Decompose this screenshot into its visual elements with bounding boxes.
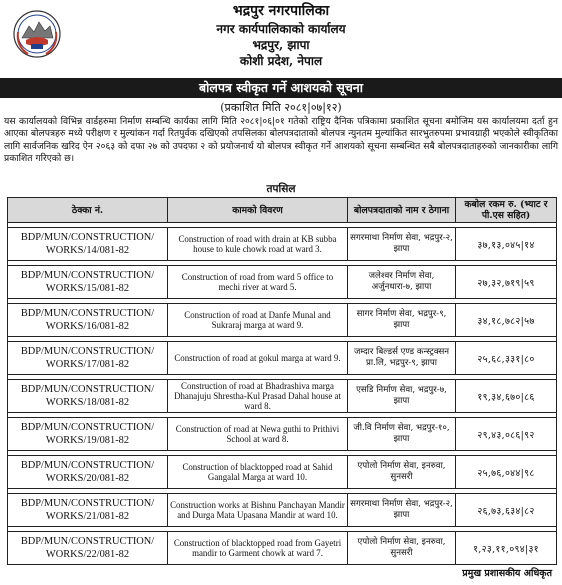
bid-table bbox=[7, 197, 557, 565]
amount-cell: १,२३,११,०९४|३१ bbox=[456, 532, 557, 565]
tapsil-label: तपसिल bbox=[266, 183, 296, 195]
contract-no-cell: BDP/MUN/CONSTRUCTION/ WORKS/16/081-82 bbox=[8, 304, 168, 337]
table-row bbox=[8, 266, 557, 299]
bidder-cell: जी.वि निर्माण सेवा, भद्रपुर-१०, झापा bbox=[348, 418, 456, 451]
table-row bbox=[8, 304, 557, 337]
header-description: कामको विवरण bbox=[168, 198, 348, 223]
office-province: कोशी प्रदेश, नेपाल bbox=[239, 54, 323, 68]
amount-cell: २५,६८,३३१|८० bbox=[456, 342, 557, 375]
publish-date: (प्रकाशित मिति २०८१|०७|१२) bbox=[220, 101, 342, 114]
notice-title-banner: बोलपत्र स्वीकृत गर्ने आशयको सूचना bbox=[0, 78, 562, 98]
table-row bbox=[8, 532, 557, 565]
bidder-cell: एसडि निर्माण सेवा, भद्रपुर-७, झापा bbox=[348, 380, 456, 413]
contract-no-cell: BDP/MUN/CONSTRUCTION/ WORKS/19/081-82 bbox=[8, 418, 168, 451]
bidder-cell: सगरमाथा निर्माण सेवा, भद्रपुर-२, झापा bbox=[348, 494, 456, 527]
table-row bbox=[8, 342, 557, 375]
description-cell: Construction of road at Danfe Munal and Sukraraj marga at ward 9. bbox=[168, 304, 348, 337]
contract-no-cell: BDP/MUN/CONSTRUCTION/ WORKS/22/081-82 bbox=[8, 532, 168, 565]
contract-no-cell: BDP/MUN/CONSTRUCTION/ WORKS/18/081-82 bbox=[8, 380, 168, 413]
signature-title: प्रमुख प्रशासकीय अधिकृत bbox=[462, 568, 552, 579]
description-cell: Construction of road at Newa guthi to Prithivi School at ward 8. bbox=[168, 418, 348, 451]
nepal-government-emblem-icon bbox=[12, 8, 62, 60]
description-cell: Construction of road from ward 5 office to mechi river at ward 5. bbox=[168, 266, 348, 299]
table-row bbox=[8, 418, 557, 451]
contract-no-cell: BDP/MUN/CONSTRUCTION/ WORKS/21/081-82 bbox=[8, 494, 168, 527]
amount-cell: २९,४३,०८६|९२ bbox=[456, 418, 557, 451]
table-row bbox=[8, 494, 557, 527]
description-cell: Construction of road with drain at KB subba house to kule chowk road at ward 3. bbox=[168, 228, 348, 261]
amount-cell: १९,३४,६७०|८६ bbox=[456, 380, 557, 413]
bidder-cell: जलेश्वर निर्माण सेवा, अर्जुनधारा-७, झापा bbox=[348, 266, 456, 299]
contract-no-cell: BDP/MUN/CONSTRUCTION/ WORKS/15/081-82 bbox=[8, 266, 168, 299]
bidder-cell: एपोलो निर्माण सेवा, इनरुवा, सुनसरी bbox=[348, 456, 456, 489]
municipality-name: भद्रपुर नगरपालिका bbox=[232, 3, 330, 19]
table-row bbox=[8, 456, 557, 489]
office-header bbox=[140, 2, 422, 69]
bidder-cell: एपोलो निर्माण सेवा, इनरुवा, सुनसरी bbox=[348, 532, 456, 565]
office-name: नगर कार्यपालिकाको कार्यालय bbox=[216, 22, 346, 36]
amount-cell: ३७,१३,०४५|१४ bbox=[456, 228, 557, 261]
table-row bbox=[8, 380, 557, 413]
table-header-row bbox=[8, 198, 557, 223]
header-contract-no: ठेक्का नं. bbox=[8, 198, 168, 223]
contract-no-cell: BDP/MUN/CONSTRUCTION/ WORKS/14/081-82 bbox=[8, 228, 168, 261]
header-amount: कबोल रकम रु. (भ्याट र पी.एस सहित) bbox=[456, 198, 557, 223]
description-cell: Construction works at Bishnu Panchayan Mandir and Durga Mata Upasana Mandir at ward 10. bbox=[168, 494, 348, 527]
header-bidder: बोलपत्रदाताको नाम र ठेगाना bbox=[348, 198, 456, 223]
table-row bbox=[8, 228, 557, 261]
amount-cell: ३४,१८,७८२|५७ bbox=[456, 304, 557, 337]
amount-cell: २६,७३,६३४|८२ bbox=[456, 494, 557, 527]
description-cell: Construction of road at gokul marga at ward 9. bbox=[168, 342, 348, 375]
bidder-cell: सागर निर्माण सेवा, भद्रपुर-९, झापा bbox=[348, 304, 456, 337]
contract-no-cell: BDP/MUN/CONSTRUCTION/ WORKS/17/081-82 bbox=[8, 342, 168, 375]
notice-body: यस कार्यालयको विभिन्न वार्डहरुमा निर्माण सम्बन्धि कार्यका लागि मिति २०८१|०६|०१ गतेको राष्ट्रिय दैनिक पत्रिकामा प्रकाशित सूचना बमोजिम यस कार्यालयमा दर्ता हुन आएका बोलपत्रहरु मध्ये परीक्षण र मुल्यांकन गर्दा रितपुर्वक दखिएको तपसिलका बोलपत्रदाताको बोलपत्र न्युनतम मुल्यांकित सारभुतरुपमा प्रभावग्राही भएकोले स्वीकृतिका लागि सार्वजनिक खरिद ऐन २०६३ को दफा २७ को उपदफा २ को प्रयोजनार्थ यो बोलपत्र स्वीकृत गर्ने आशयको सूचना सम्बन्धित सबै बोलपत्रदाताहरुको जानकारीका लागि प्रकाशित गरिएको छ। bbox=[4, 116, 558, 165]
office-address: भद्रपुर, झापा bbox=[252, 38, 310, 52]
amount-cell: २७,३२,७१९|५९ bbox=[456, 266, 557, 299]
description-cell: Construction of blacktopped road from Gayetri mandir to Garment chowk at ward 7. bbox=[168, 532, 348, 565]
description-cell: Construction of blacktopped road at Sahid Gangalal Marga at ward 10. bbox=[168, 456, 348, 489]
contract-no-cell: BDP/MUN/CONSTRUCTION/ WORKS/20/081-82 bbox=[8, 456, 168, 489]
bidder-cell: सगरमाथा निर्माण सेवा, भद्रपुर-२, झापा bbox=[348, 228, 456, 261]
bidder-cell: जम्दार बिल्डर्स एण्ड कन्स्ट्रक्सन प्रा.लि, भद्रपुर-९, झापा bbox=[348, 342, 456, 375]
description-cell: Construction of road at Bhadrashiva marga Dhanajuju Shrestha-Kul Prasad Dahal house at ward 8. bbox=[168, 380, 348, 413]
amount-cell: २५,७६,०४४|९८ bbox=[456, 456, 557, 489]
